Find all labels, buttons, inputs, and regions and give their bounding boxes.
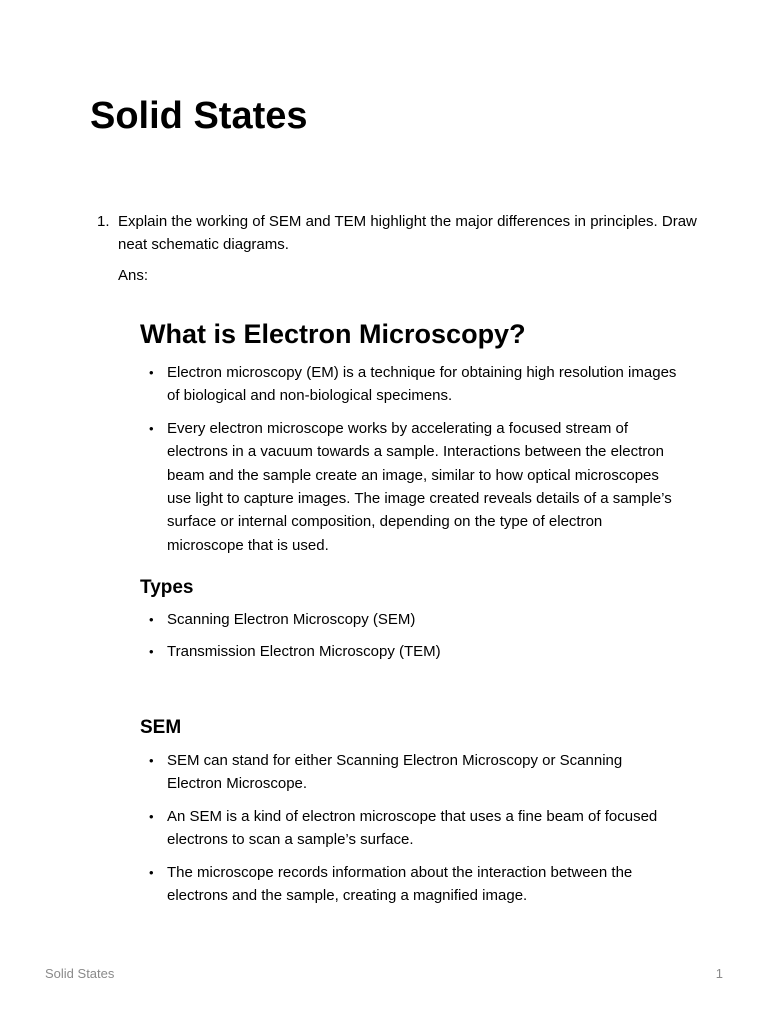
bullet-icon: • [149,808,154,824]
bullet-icon: • [149,753,154,768]
bullet-icon: • [149,612,154,627]
footer-page-number: 1 [715,966,723,981]
list-item: • Electron microscopy (EM) is a technique for obtaining high resolution images of biological and non-biological specimens. [140,361,680,408]
list-item: • Every electron microscope works by accelerating a focused stream of electrons in a vacuum towards a sample. Interactions between the electron beam and the sample create an image, similar to how optical microscopes use light to capture images. The image created reveals details of a sample’s surface or internal composition, depending on the type of electron microscope that is used. [140,417,680,557]
sem-list [140,749,680,916]
section-heading-types: Types [140,577,194,598]
list-item: • Scanning Electron Microscopy (SEM) [140,608,680,631]
types-list [140,608,680,673]
bullet-icon: • [149,864,154,880]
page-title: Solid States [90,95,308,137]
list-item: • Transmission Electron Microscopy (TEM) [140,640,680,663]
bullet-icon: • [149,420,154,436]
question-number: 1. [97,213,110,230]
section-heading-sem: SEM [140,717,182,738]
question-item [97,210,697,256]
list-item: • The microscope records information about the interaction between the electrons and the sample, creating a magnified image. [140,861,680,908]
footer-title: Solid States [45,966,115,981]
bullet-icon: • [149,644,154,660]
question-text: Explain the working of SEM and TEM highlight the major differences in principles. Draw neat schematic diagrams. [118,213,697,253]
section-heading-electron-microscopy: What is Electron Microscopy? [140,319,526,349]
answer-label: Ans: [118,267,149,284]
electron-microscopy-list [140,361,680,566]
list-item: • SEM can stand for either Scanning Electron Microscopy or Scanning Electron Microscope. [140,749,680,796]
list-item: • An SEM is a kind of electron microscope that uses a fine beam of focused electrons to scan a sample’s surface. [140,805,680,852]
bullet-icon: • [149,365,154,380]
